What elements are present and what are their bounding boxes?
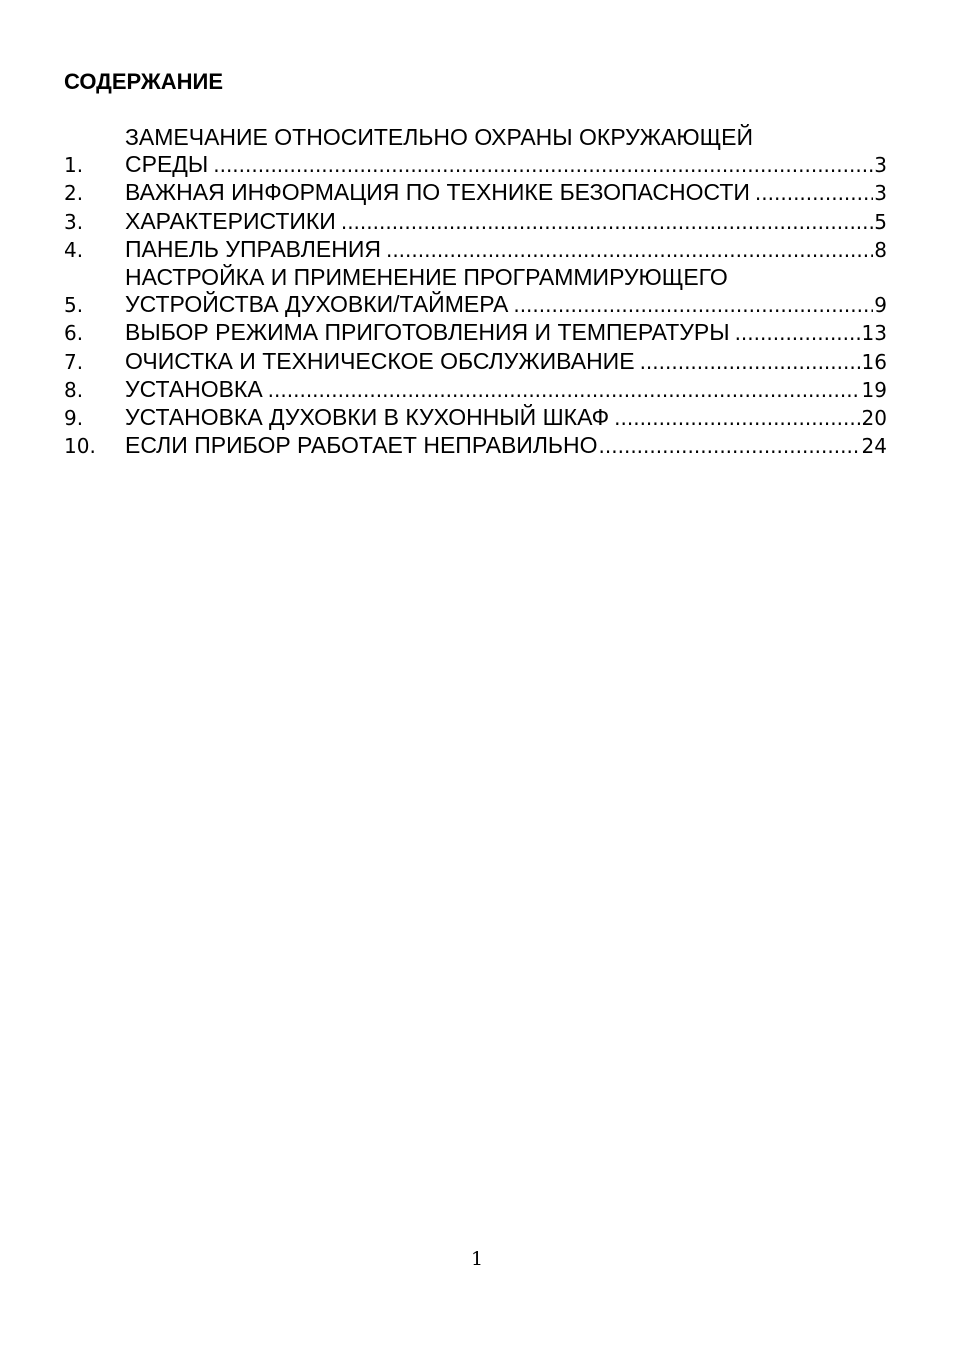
toc-entry-page: 19 — [861, 377, 887, 402]
dot-leader — [386, 237, 873, 264]
dot-leader — [735, 320, 861, 347]
dot-leader — [755, 180, 873, 207]
toc-entry-title: ПАНЕЛЬ УПРАВЛЕНИЯ — [125, 235, 381, 262]
toc-entry[interactable] — [64, 404, 887, 432]
toc-entry-page: 5 — [874, 209, 887, 234]
toc-entry-number: 2. — [64, 181, 84, 206]
toc-entry-title: СРЕДЫ — [125, 151, 209, 178]
toc-entry-number: 3. — [64, 209, 84, 234]
dot-leader — [640, 349, 861, 376]
toc-entry-number: 1. — [64, 153, 84, 178]
toc-entry[interactable] — [64, 319, 887, 347]
toc-entry-title: УСТАНОВКА — [125, 375, 263, 402]
toc-entry-page: 3 — [874, 153, 887, 178]
toc-entry-title: НАСТРОЙКА И ПРИМЕНЕНИЕ ПРОГРАММИРУЮЩЕГО — [125, 264, 728, 291]
toc-entry[interactable] — [64, 264, 887, 319]
toc-entry-page: 13 — [861, 321, 887, 346]
toc-entry-title: ЗАМЕЧАНИЕ ОТНОСИТЕЛЬНО ОХРАНЫ ОКРУЖАЮЩЕЙ — [125, 124, 754, 150]
toc-entry-title: ОЧИСТКА И ТЕХНИЧЕСКОЕ ОБСЛУЖИВАНИЕ — [125, 347, 635, 374]
toc-entry[interactable] — [64, 348, 887, 376]
toc-entry[interactable] — [64, 124, 887, 179]
toc-entry[interactable] — [64, 179, 887, 207]
toc-entry-number: 9. — [64, 406, 84, 431]
toc-entry-title: ХАРАКТЕРИСТИКИ — [125, 207, 336, 234]
toc-entry-title: УСТАНОВКА ДУХОВКИ В КУХОННЫЙ ШКАФ — [125, 404, 610, 431]
page-number: 1 — [470, 1248, 484, 1270]
dot-leader — [268, 377, 861, 404]
toc-entry-page: 20 — [861, 406, 887, 431]
dot-leader — [341, 209, 873, 236]
toc-entry-page: 9 — [874, 293, 887, 318]
toc-entry-page: 16 — [861, 349, 887, 374]
toc-entry-page: 8 — [874, 237, 887, 262]
toc-entry-page: 3 — [874, 181, 887, 206]
toc-entry-title: ЕСЛИ ПРИБОР РАБОТАЕТ НЕПРАВИЛЬНО — [125, 432, 598, 459]
dot-leader — [213, 152, 873, 179]
toc-entry-number: 8. — [64, 377, 84, 402]
toc-entry-number: 10. — [64, 434, 96, 459]
toc-heading: СОДЕРЖАНИЕ — [64, 69, 224, 94]
dot-leader — [614, 405, 860, 432]
toc-entry-number: 7. — [64, 349, 84, 374]
toc-entry[interactable] — [64, 376, 887, 404]
dot-leader — [599, 433, 861, 460]
toc-entry-title: УСТРОЙСТВА ДУХОВКИ/ТАЙМЕРА — [125, 291, 509, 318]
toc-entry[interactable] — [64, 236, 887, 264]
toc-entry[interactable] — [64, 208, 887, 236]
toc-entry-title: ВАЖНАЯ ИНФОРМАЦИЯ ПО ТЕХНИКЕ БЕЗОПАСНОСТИ — [125, 179, 750, 206]
toc-entry[interactable] — [64, 432, 887, 460]
toc-entry-title: ВЫБОР РЕЖИМА ПРИГОТОВЛЕНИЯ И ТЕМПЕРАТУРЫ — [125, 319, 730, 346]
toc-entry-number: 5. — [64, 293, 84, 318]
toc-entry-number: 6. — [64, 321, 84, 346]
table-of-contents — [64, 124, 887, 460]
toc-entry-number: 4. — [64, 237, 84, 262]
dot-leader — [513, 292, 873, 319]
toc-entry-page: 24 — [861, 434, 887, 459]
